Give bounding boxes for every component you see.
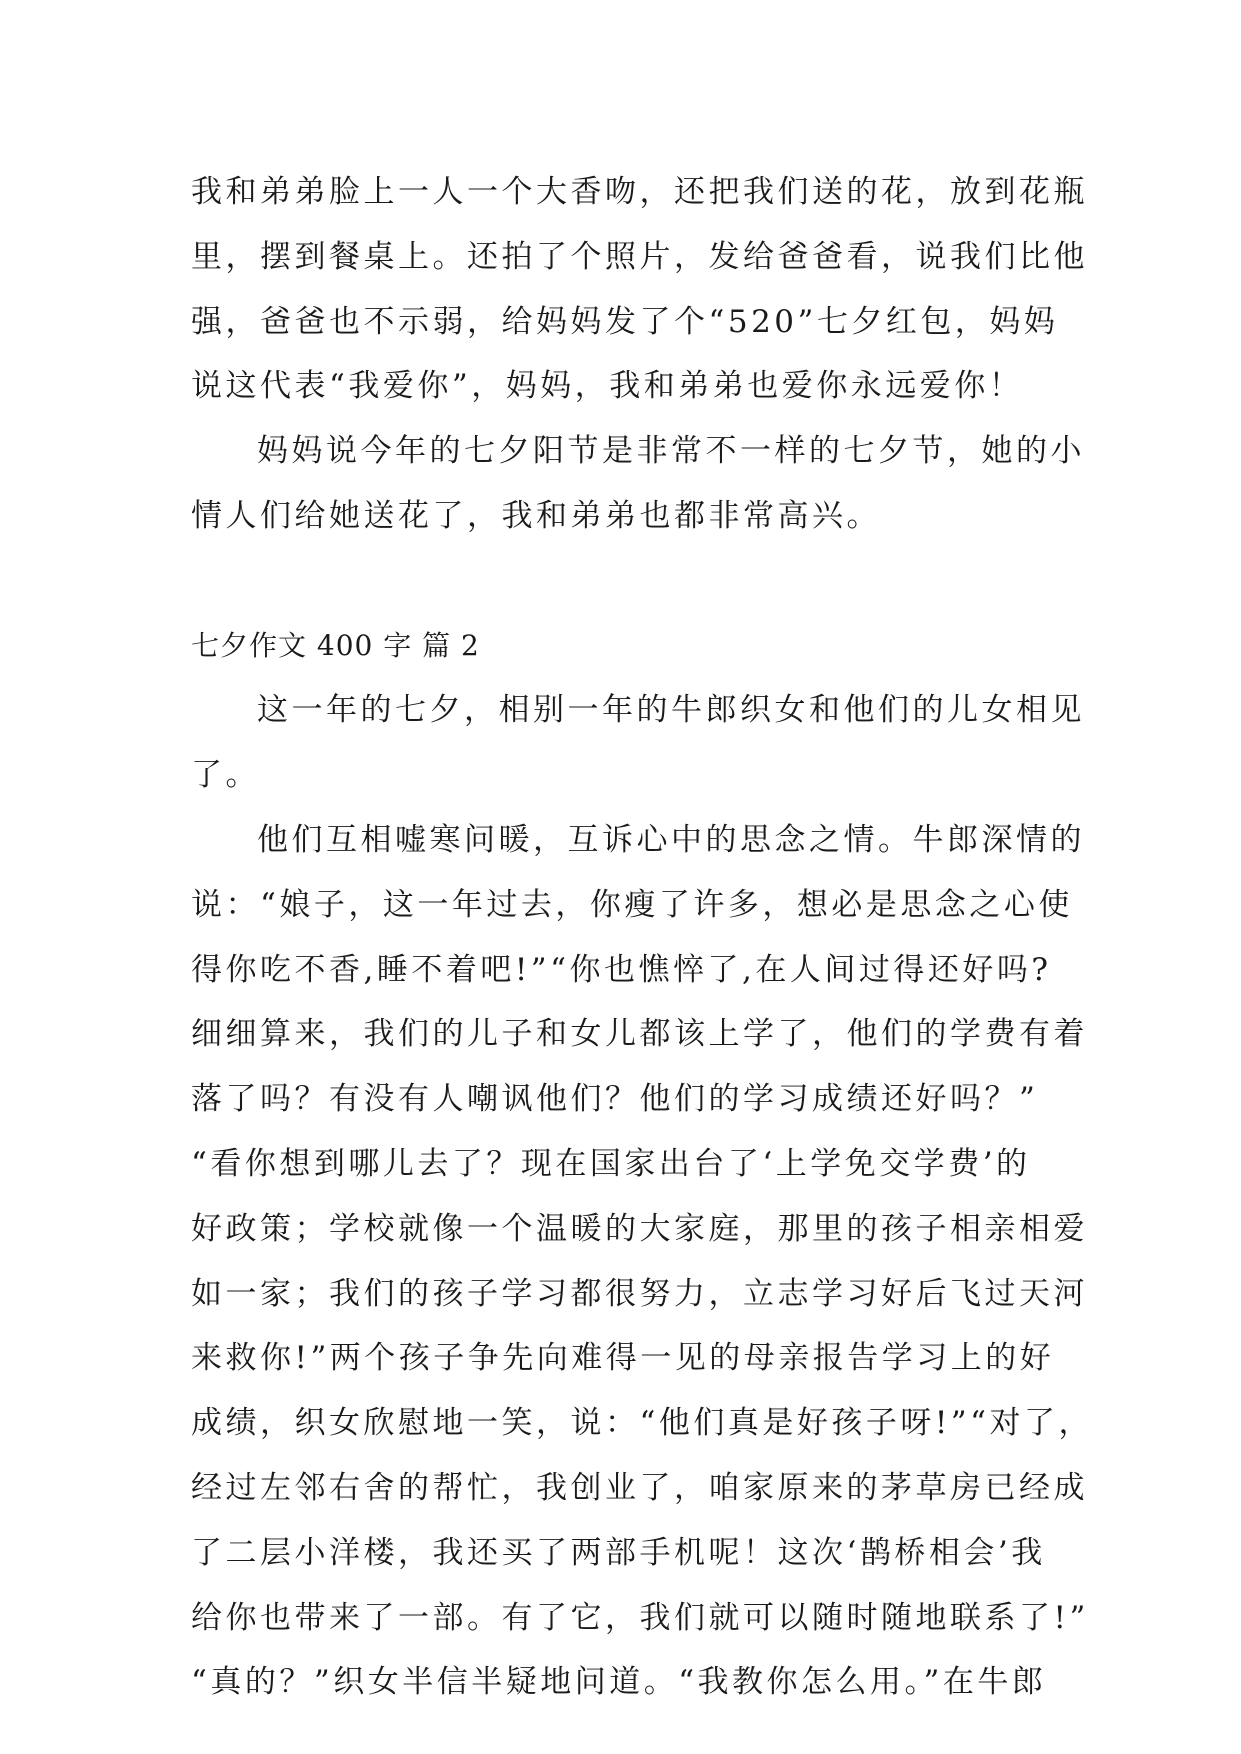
text-line: 来救你!”两个孩子争先向难得一见的母亲报告学习上的好 (191, 1340, 1055, 1377)
text-line: 好政策；学校就像一个温暖的大家庭，那里的孩子相亲相爱 (191, 1210, 1088, 1247)
text-line: 细细算来，我们的儿子和女儿都该上学了，他们的学费有着 (191, 1016, 1088, 1053)
text-line: “真的？”织女半信半疑地问道。“我教你怎么用。”在牛郎 (191, 1664, 1047, 1701)
paragraph (191, 678, 1085, 808)
text-line: 如一家；我们的孩子学习都很努力，立志学习好后飞过天河 (191, 1275, 1088, 1312)
text-line: 成绩，织女欣慰地一笑，说：“他们真是好孩子呀!”“对了， (191, 1405, 1093, 1442)
text-line: 给你也带来了一部。有了它，我们就可以随时随地联系了!” (191, 1599, 1089, 1636)
text-line: “看你想到哪儿去了？现在国家出台了‘上学免交学费’的 (191, 1145, 1031, 1182)
text-line: 情人们给她送花了，我和弟弟也都非常高兴。 (191, 497, 881, 534)
text-line: 说这代表“我爱你”，妈妈，我和弟弟也爱你永远爱你！ (191, 368, 1024, 405)
section-heading: 七夕作文 400 字 篇 2 (191, 628, 480, 662)
document-page (191, 160, 1093, 1715)
text-line: 这一年的七夕，相别一年的牛郎织女和他们的儿女相见 (257, 692, 1085, 729)
text-line: 说：“娘子，这一年过去，你瘦了许多，想必是思念之心使 (191, 886, 1073, 923)
text-line: 落了吗？有没有人嘲讽他们？他们的学习成绩还好吗？” (191, 1081, 1039, 1118)
text-line: 里，摆到餐桌上。还拍了个照片，发给爸爸看，说我们比他 (191, 238, 1088, 275)
text-line: 经过左邻右舍的帮忙，我创业了，咱家原来的茅草房已经成 (191, 1469, 1088, 1506)
text-line: 妈妈说今年的七夕阳节是非常不一样的七夕节，她的小 (257, 433, 1085, 470)
paragraph (191, 160, 1088, 419)
text-line: 我和弟弟脸上一人一个大香吻，还把我们送的花，放到花瓶 (191, 174, 1088, 210)
text-line: 了二层小洋楼，我还买了两部手机呢！这次‘鹊桥相会’我 (191, 1534, 1046, 1571)
text-line: 了。 (191, 757, 260, 794)
text-line: 他们互相嘘寒问暖，互诉心中的思念之情。牛郎深情的 (257, 821, 1085, 858)
paragraph (191, 808, 1093, 1715)
text-line: 强，爸爸也不示弱，给妈妈发了个“520”七夕红包，妈妈 (191, 303, 1059, 340)
paragraph (191, 419, 1085, 549)
text-line: 得你吃不香,睡不着吧!”“你也憔悴了,在人间过得还好吗? (191, 951, 1052, 988)
paragraph-spacer (191, 549, 1051, 614)
